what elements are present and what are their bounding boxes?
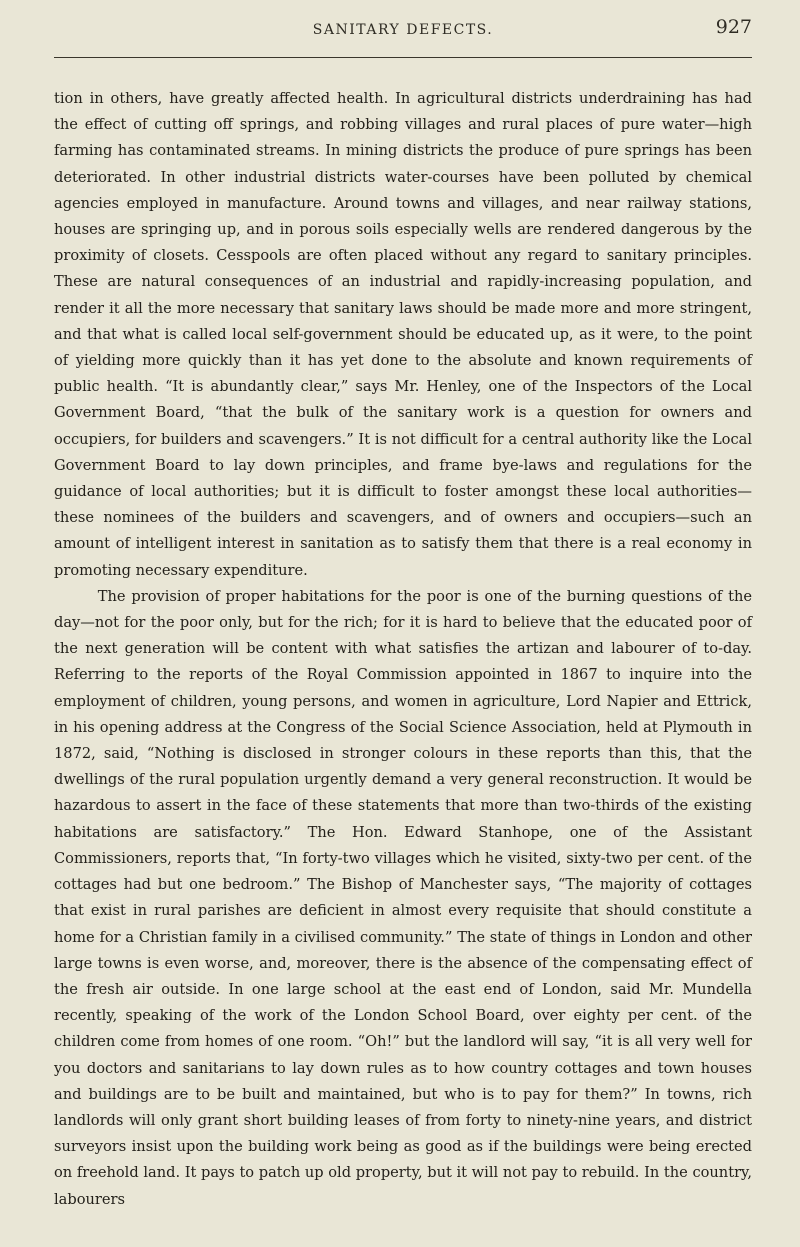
running-title: SANITARY DEFECTS. [312,22,494,38]
header-rule [54,57,752,58]
paragraph-continued: tion in others, have greatly affected health. In agricultural districts underdraining has had the effect of cutting off springs, and robbing villages and rural places of pure water—high farming has contaminated streams. In mining districts the produce of pure springs has been deteriorated. In other industrial districts water-courses have been polluted by chemical agencies employed in manufacture. Around towns and villages, and near railway stations, houses are springing up, and in porous soils especially wells are rendered dangerous by the proximity of closets. Cesspools are often placed without any regard to sanitary principles. These are natural consequences of an industrial and rapidly-increasing population, and render it all the more necessary that sanitary laws should be made more and more stringent, and that what is called local self-government should be educated up, as it were, to the point of yielding more quickly than it has yet done to the absolute and known requirements of public health. “It is abundantly clear,” says Mr. Henley, one of the Inspectors of the Local Government Board, “that the bulk of the sanitary work is a question for owners and occupiers, for builders and scavengers.” It is not difficult for a central authority like the Local Government Board to lay down principles, and frame bye-laws and regulations for the guidance of local authorities; but it is difficult to foster amongst these local authorities—these nominees of the builders and scavengers, and of owners and occupiers—such an amount of intelligent interest in sanitation as to satisfy them that there is a real economy in promoting necessary expenditure. [54,90,752,579]
body-text [54,86,752,1213]
running-head [54,0,752,62]
paragraph-habitations: The provision of proper habitations for the poor is one of the burning questions of the day—not for the poor only, but for the rich; for it is hard to believe that the educated poor of the next generation will be content with what satisfies the artizan and labourer of to-day. Referring to the reports of the Royal Commission appointed in 1867 to inquire into the employment of children, young persons, and women in agriculture, Lord Napier and Ettrick, in his opening address at the Congress of the Social Science Association, held at Plymouth in 1872, said, “Nothing is disclosed in stronger colours in these reports than this, that the dwellings of the rural population urgently demand a very general reconstruction. It would be hazardous to assert in the face of these statements that more than two-thirds of the existing habitations are satisfactory.” The Hon. Edward Stanhope, one of the Assistant Commissioners, reports that, “In forty-two villages which he visited, sixty-two per cent. of the cottages had but one bedroom.” The Bishop of Manchester says, “The majority of cottages that exist in rural parishes are deficient in almost every requisite that should constitute a home for a Christian family in a civilised community.” The state of things in London and other large towns is even worse, and, moreover, there is the absence of the compensating effect of the fresh air outside. In one large school at the east end of London, said Mr. Mundella recently, speaking of the work of the London School Board, over eighty per cent. of the children come from homes of one room. “Oh!” but the landlord will say, “it is all very well for you doctors and sanitarians to lay down rules as to how country cottages and town houses and buildings are to be built and maintained, but who is to pay for them?” In towns, rich landlords will only grant short building leases of from forty to ninety-nine years, and district surveyors insist upon the building work being as good as if the buildings were being erected on freehold land. It pays to patch up old property, but it will not pay to rebuild. In the country, labourers [54,587,752,1208]
page-number: 927 [715,16,752,38]
